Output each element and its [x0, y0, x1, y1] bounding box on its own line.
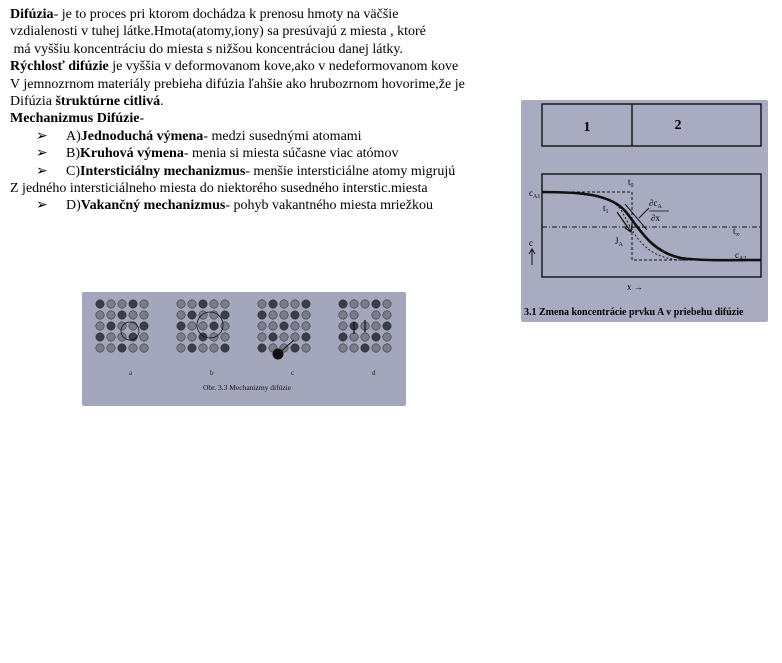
label-ja: $J_A$ — [615, 236, 623, 248]
lattice-atom — [339, 333, 347, 341]
term-strukturne: štruktúrne citlivá — [55, 94, 161, 110]
sublabel-d: d — [372, 369, 376, 377]
lattice-atom — [361, 344, 369, 352]
lattice-atom — [177, 333, 185, 341]
label-gradient-numerator: $\partial c_A$ — [649, 198, 662, 210]
paragraph-definition — [10, 6, 535, 23]
lattice-atom — [140, 311, 148, 319]
sublabel-a: a — [129, 369, 133, 377]
bullet-text: - menšie intersticiálne atomy migrujú — [245, 163, 456, 179]
structure-line — [10, 93, 535, 110]
lattice-atom — [188, 344, 196, 352]
lattice-atom — [118, 311, 126, 319]
lattice-atom — [372, 300, 380, 308]
lattice-atom — [177, 311, 185, 319]
term-difuzia: Difúzia — [10, 7, 54, 22]
text-block — [10, 6, 535, 215]
lattice-atom — [302, 311, 310, 319]
mechanism-heading-dash: - — [139, 111, 145, 127]
lattice-atom — [339, 344, 347, 352]
mechanism-heading-term: Mechanizmus Difúzie — [10, 111, 140, 127]
lattice-atom — [280, 333, 288, 341]
bullet-item-d — [10, 197, 535, 214]
lattice-atom — [350, 333, 358, 341]
lattice-atom — [383, 300, 391, 308]
lattice-atom — [372, 344, 380, 352]
lattice-atom — [372, 311, 380, 319]
lattice-atom — [383, 311, 391, 319]
lattice-atom — [107, 333, 115, 341]
lattice-atom — [269, 311, 277, 319]
bullet-text: - pohyb vakantného miesta mriežkou — [225, 198, 433, 214]
structure-line-end: . — [160, 94, 164, 110]
concentration-diagram — [521, 100, 768, 322]
lattice-atom — [383, 322, 391, 330]
label-t0: $t_0$ — [628, 177, 634, 189]
lattice-atom — [188, 300, 196, 308]
lattice-atom — [361, 333, 369, 341]
lattice-atom — [339, 300, 347, 308]
bullet-prefix: B) — [66, 146, 80, 162]
lattice-atom — [280, 300, 288, 308]
region-1-label: 1 — [583, 120, 591, 135]
lattice-atom — [361, 300, 369, 308]
lattice-atom — [188, 311, 196, 319]
lattice-atom — [350, 344, 358, 352]
lattice-atom — [258, 333, 266, 341]
mechanism-heading — [10, 110, 535, 127]
bullet-prefix: C) — [66, 163, 80, 179]
lattice-atom — [291, 311, 299, 319]
lattice-atom — [258, 311, 266, 319]
bullet-arrow-icon: ➢ — [36, 146, 48, 162]
bullet-item-b — [10, 145, 535, 162]
lattice-atom — [291, 322, 299, 330]
bullet-text: - menia si miesta súčasne viac atómov — [183, 146, 399, 162]
continuation-line: Z jedného intersticiálneho miesta do niektorého susedného interstic.miesta — [10, 181, 428, 197]
label-ca1: $c_{A1}$ — [529, 188, 541, 200]
label-gradient-denominator: ∂x — [651, 213, 660, 223]
speed-text: je vyššia v deformovanom kove,ako v nedeformovanom kove — [108, 59, 459, 75]
term-rychlost: Rýchlosť difúzie — [10, 59, 109, 75]
paragraph-speed — [10, 58, 535, 75]
lattice-atom — [129, 344, 137, 352]
bullet-term: Jednoduchá výmena — [80, 128, 204, 144]
bullet-item-a — [10, 128, 535, 145]
lattice-atom — [177, 300, 185, 308]
lattice-atom — [177, 344, 185, 352]
region-2-label: 2 — [674, 118, 682, 133]
lattice-atom — [96, 344, 104, 352]
sublabel-c: c — [291, 369, 295, 377]
lattice-atom — [339, 311, 347, 319]
lattice-atom — [140, 300, 148, 308]
lattice-atom — [269, 333, 277, 341]
bullet-term: Intersticiálny mechanizmus — [80, 163, 246, 179]
lattice-atom — [107, 311, 115, 319]
bullet-arrow-icon: ➢ — [36, 128, 48, 144]
lattice-atom — [118, 322, 126, 330]
structure-line-start: Difúzia — [10, 94, 56, 110]
lattice-atom — [280, 311, 288, 319]
lattice-atom — [302, 322, 310, 330]
grain-line: V jemnozrnom materiály prebieha difúzia ľahšie ako hrubozrnom hovorime,že je — [10, 76, 465, 92]
lattice-atom — [383, 344, 391, 352]
lattice-atom — [210, 300, 218, 308]
lattice-atom — [199, 344, 207, 352]
lattice-atom — [118, 333, 126, 341]
bullet-text: - medzi susednými atomami — [203, 128, 362, 144]
lattice-atom — [118, 300, 126, 308]
bullet-arrow-icon: ➢ — [36, 163, 48, 179]
lattice-atom — [221, 333, 229, 341]
mechanisms-figure — [82, 292, 406, 406]
concentration-figure — [521, 100, 768, 322]
lattice-atom — [96, 322, 104, 330]
label-t1: $t_1$ — [603, 203, 609, 215]
lattice-atom — [221, 344, 229, 352]
figure-right-caption: 3.1 Zmena koncentrácie prvku A v priebehu difúzie — [524, 307, 744, 318]
lattice-atom — [291, 333, 299, 341]
lattice-atom — [339, 322, 347, 330]
lattice-atom — [199, 311, 207, 319]
lattice-atom — [199, 300, 207, 308]
bullet-arrow-icon: ➢ — [36, 198, 48, 214]
lattice-atom — [280, 322, 288, 330]
definition-text: - je to proces pri ktorom dochádza k prenosu hmoty na väčšie — [53, 7, 399, 22]
lattice-atom — [107, 300, 115, 308]
label-x-axis: x → — [627, 282, 643, 292]
lattice-atom — [129, 311, 137, 319]
lattice-atom — [129, 322, 137, 330]
lattice-atom — [269, 322, 277, 330]
bullet-item-c — [10, 163, 535, 180]
lattice-atom — [383, 333, 391, 341]
lattice-atom — [210, 344, 218, 352]
lattice-atom — [107, 322, 115, 330]
lattice-atom — [258, 322, 266, 330]
graph-frame — [542, 174, 761, 277]
lattice-atom — [140, 344, 148, 352]
lattice-atom — [350, 311, 358, 319]
lattice-atom — [188, 322, 196, 330]
bullet-prefix: D) — [66, 198, 81, 214]
lattice-atom — [96, 311, 104, 319]
gradient-arrow — [639, 208, 649, 218]
lattice-atom — [372, 322, 380, 330]
lattice-atom — [291, 300, 299, 308]
label-tinf: $t_\infty$ — [733, 226, 740, 238]
lattice-atom — [140, 333, 148, 341]
lattice-atom — [188, 333, 196, 341]
lattice-atom — [269, 300, 277, 308]
lattice-atom — [140, 322, 148, 330]
lattice-atom — [258, 300, 266, 308]
definition-line-3: má vyššiu koncentráciu do miesta s nižšou koncentráciou danej látky. — [10, 41, 403, 57]
lattice-atom — [221, 311, 229, 319]
bullet-prefix: A) — [66, 128, 81, 144]
lattice-atom — [96, 300, 104, 308]
lattice-atom — [199, 322, 207, 330]
bullet-term: Kruhová výmena — [80, 146, 184, 162]
lattice-atom — [107, 344, 115, 352]
regions-box — [542, 104, 761, 146]
lattice-atom — [118, 344, 126, 352]
bullet-term: Vakančný mechanizmus — [80, 198, 226, 214]
lattice-atom — [258, 344, 266, 352]
lattice-atom — [350, 300, 358, 308]
lattice-atom — [129, 300, 137, 308]
lattice-atom — [221, 300, 229, 308]
lattice-atom — [302, 344, 310, 352]
sublabel-b: b — [210, 369, 214, 377]
lattice-atom — [372, 333, 380, 341]
lattice-atom — [291, 344, 299, 352]
lattice-atom — [177, 322, 185, 330]
label-c-axis: c — [529, 238, 533, 248]
figure-left-caption: Obr. 3.3 Mechanizmy difúzie — [203, 383, 292, 392]
lattice-atom — [210, 322, 218, 330]
label-ca2: $c_{A2}$ — [735, 250, 747, 262]
lattice-atom — [302, 333, 310, 341]
definition-line-2: vzdialenosti v tuhej látke.Hmota(atomy,iony) sa presúvajú z miesta , ktoré — [10, 24, 426, 40]
lattice-atom — [302, 300, 310, 308]
lattice-atom — [96, 333, 104, 341]
